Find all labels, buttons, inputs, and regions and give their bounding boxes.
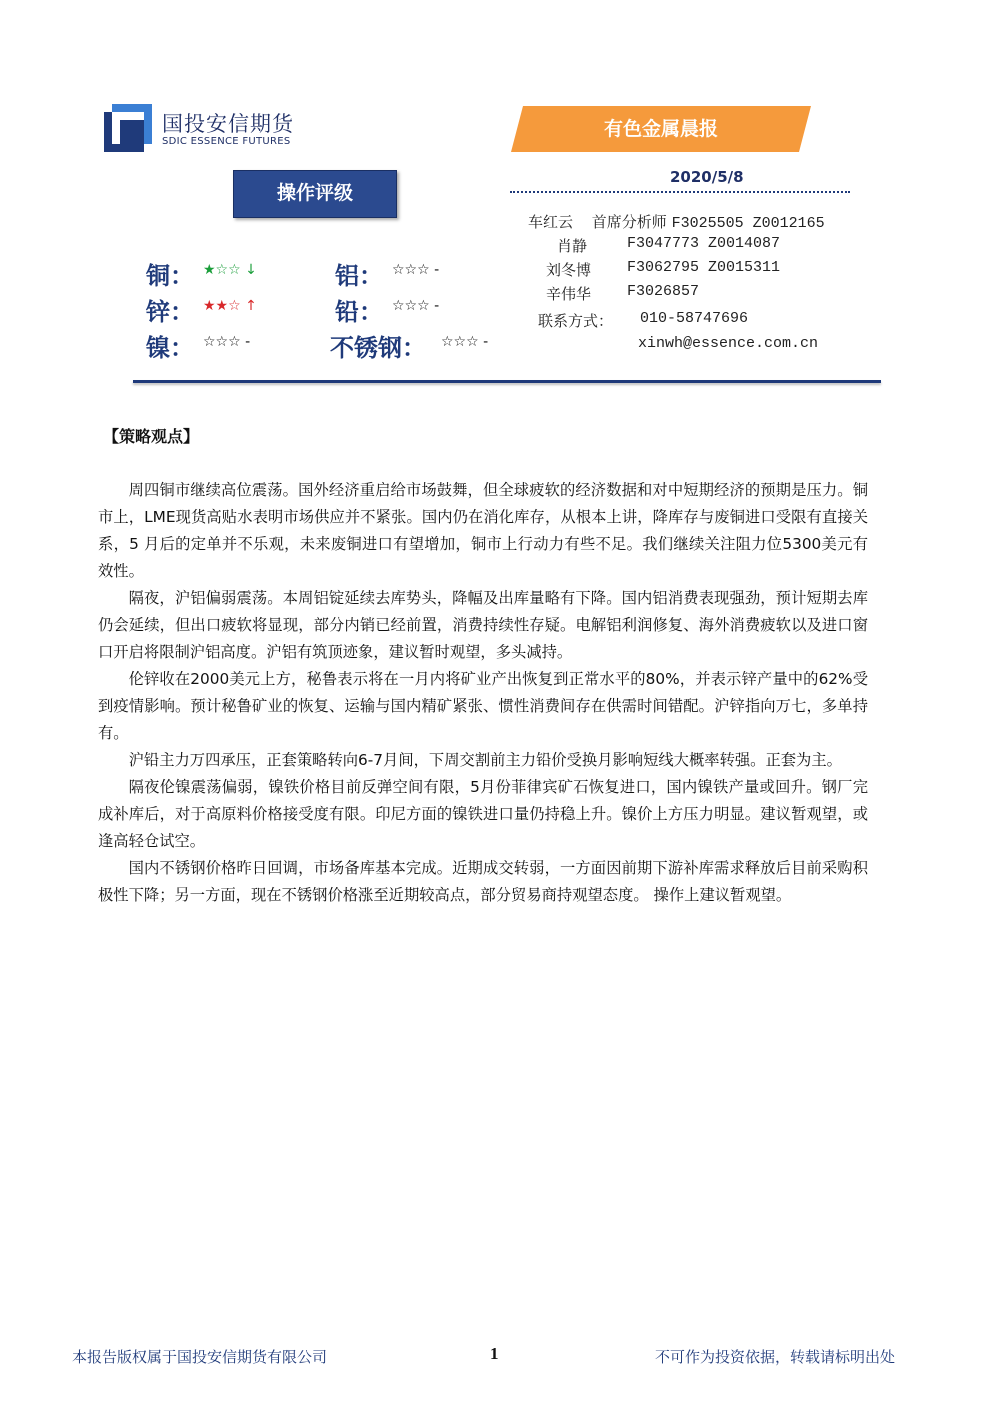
analyst-name: 肖静 [557,237,588,255]
trend-down-icon: ↓ [245,262,257,278]
analyst-name: 辛伟华 [546,285,592,303]
analyst-2-ids: F3047773 Z0014087 [627,235,781,252]
rating-label: 操作评级 [276,182,353,204]
company-logo [104,104,152,152]
trend-flat-icon: - [245,334,251,350]
strategy-body [98,477,868,909]
rating-stars: ★★☆ [203,298,241,314]
contact-label: 联系方式： [538,312,614,330]
metal-zinc-rating [203,298,257,314]
paragraph-zinc: 伦锌收在2000美元上方，秘鲁表示将在一月内将矿业产出恢复到正常水平的80%，并表示锌产量中的62%受到疫情影响。预计秘鲁矿业的恢复、运输与国内精矿紧张、惯性消费间存在供需时间错配。沪锌指向万七，多单持有。 [98,670,868,742]
analyst-4-ids: F3026857 [627,283,700,300]
analyst-3-ids: F3062795 Z0015311 [627,259,781,276]
trend-flat-icon: - [434,262,440,278]
rating-stars: ★☆☆ [203,262,241,278]
company-name-en: SDIC ESSENCE FUTURES [162,136,291,147]
paragraph-nickel: 隔夜伦镍震荡偏弱，镍铁价格目前反弹空间有限，5月份菲律宾矿石恢复进口，国内镍铁产量或回升。钢厂完成补库后，对于高原料价格接受度有限。印尼方面的镍铁进口量仍持稳上升。镍价上方压力明显。建议暂观望，或逢高轻仓试空。 [98,778,868,850]
trend-flat-icon: - [483,334,489,350]
trend-up-icon: ↑ [245,298,257,314]
contact-phone: 010-58747696 [640,310,749,327]
rating-stars: ☆☆☆ [392,262,430,278]
rating-stars: ☆☆☆ [392,298,430,314]
footer-disclaimer: 不可作为投资依据，转载请标明出处 [655,1348,896,1366]
dotted-divider [510,191,850,193]
page-number: 1 [490,1344,499,1363]
report-date: 2020/5/8 [670,168,744,186]
analyst-1 [528,211,825,232]
header-divider [133,380,881,383]
analyst-ids: F3025505 Z0012165 [671,215,825,232]
metal-nickel-label: 镍： [146,334,194,362]
rating-stars: ☆☆☆ [441,334,479,350]
analyst-2 [557,235,587,256]
paragraph-aluminum: 隔夜，沪铝偏弱震荡。本周铝锭延续去库势头，降幅及出库量略有下降。国内铝消费表现强劲，预计短期去库仍会延续，但出口疲软将显现，部分内销已经前置，消费持续性存疑。电解铝利润修复、海外消费疲软以及进口窗口开启将限制沪铝高度。沪铝有筑顶迹象，建议暂时观望，多头减持。 [98,589,868,661]
metal-lead-rating [392,298,439,314]
metal-nickel-rating [203,334,250,350]
report-title: 有色金属晨报 [603,118,718,140]
section-title: 【策略观点】 [103,427,200,446]
rating-stars: ☆☆☆ [203,334,241,350]
analyst-4 [546,283,591,304]
analyst-title: 首席分析师 [591,213,667,231]
metal-copper-label: 铜： [146,262,194,290]
metal-aluminum-rating [392,262,439,278]
metal-aluminum-label: 铝： [335,262,383,290]
metal-stainless-label: 不锈钢： [330,334,426,362]
contact-email[interactable]: xinwh@essence.com.cn [638,335,819,352]
footer-copyright: 本报告版权属于国投安信期货有限公司 [72,1348,328,1366]
company-name-cn: 国投安信期货 [162,112,294,136]
analyst-3 [546,259,591,280]
metal-copper-rating [203,262,257,278]
analyst-name: 刘冬博 [546,261,592,279]
metal-lead-label: 铅： [335,298,383,326]
metal-stainless-rating [441,334,488,350]
analyst-name: 车红云 [528,213,574,231]
paragraph-stainless: 国内不锈钢价格昨日回调，市场备库基本完成。近期成交转弱，一方面因前期下游补库需求释放后目前采购积极性下降；另一方面，现在不锈钢价格涨至近期较高点，部分贸易商持观望态度。 操作上建议暂观望。 [98,859,868,904]
paragraph-lead: 沪铅主力万四承压，正套策略转向6-7月间，下周交割前主力铅价受换月影响短线大概率转强。正套为主。 [128,751,842,769]
paragraph-copper: 周四铜市继续高位震荡。国外经济重启给市场鼓舞，但全球疲软的经济数据和对中短期经济的预期是压力。铜市上，LME现货高贴水表明市场供应并不紧张。国内仍在消化库存，从根本上讲，降库存与废铜进口受限有直接关系，5 月后的定单并不乐观，未来废铜进口有望增加，铜市上行动力有些不足。我们继续关注阻力位5300美元有效性。 [98,481,868,580]
trend-flat-icon: - [434,298,440,314]
metal-zinc-label: 锌： [146,298,194,326]
